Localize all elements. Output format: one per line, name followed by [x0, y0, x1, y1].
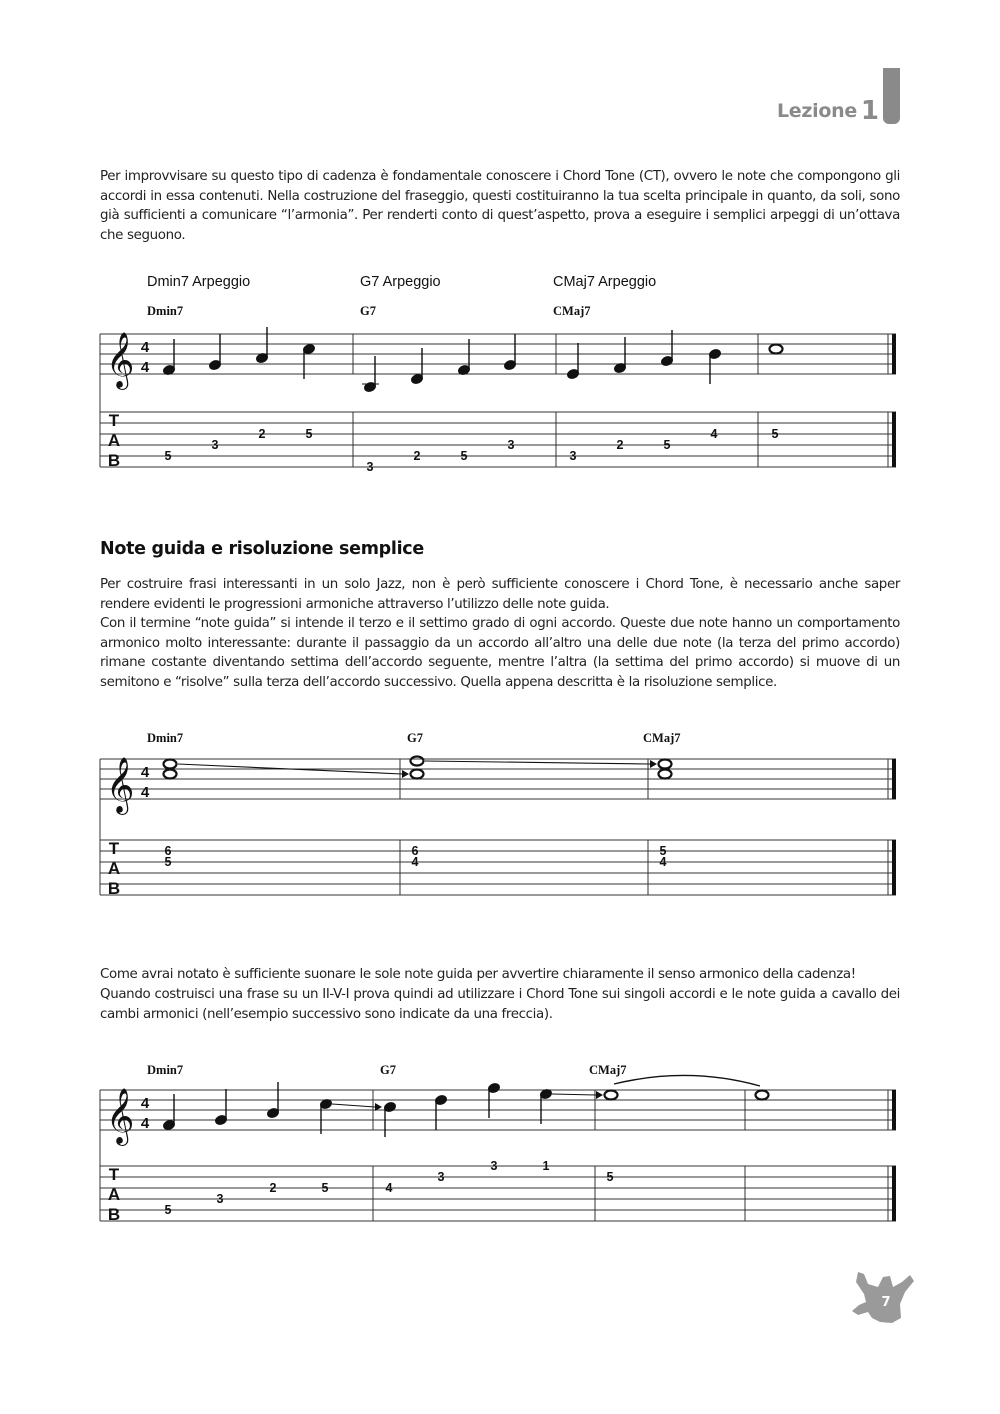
tab-fret: 4	[411, 855, 419, 869]
section-title: Note guida e risoluzione semplice	[100, 539, 424, 559]
tab-fret: 5	[164, 1203, 172, 1217]
time-signature-bottom: 4	[140, 1115, 150, 1132]
chord-symbol: G7	[360, 304, 376, 318]
example-3-score	[0, 1055, 1000, 1230]
arpeggio-label: G7 Arpeggio	[360, 274, 441, 290]
whole-note	[411, 757, 424, 766]
tab-label-b: B	[107, 879, 121, 898]
time-signature-bottom: 4	[140, 784, 150, 801]
tab-fret: 5	[606, 1170, 614, 1184]
guide-paragraph-1: Per costruire frasi interessanti in un solo Jazz, non è però sufficiente conoscere i Chord Tone, è necessario anche saper rendere evidenti le progressioni armoniche attraverso l’utilizzo delle note guida.	[100, 577, 900, 612]
tab-fret: 6	[411, 844, 419, 858]
whole-note	[770, 345, 783, 354]
arpeggio-label: CMaj7 Arpeggio	[553, 274, 657, 290]
intro-paragraph: Per improvvisare su questo tipo di cadenza è fondamentale conoscere i Chord Tone (CT), ovvero le note che compongono gli accordi in essa contenuti. Nella costruzione del fraseggio, questi costituiranno la tua scelta principale in quanto, da soli, sono già sufficienti a comunicare “l’armonia”. Per renderti conto di quest’aspetto, prova a eseguire i semplici arpeggi di un’ottava che seguono.	[100, 169, 900, 243]
example-1-score	[0, 260, 1000, 490]
whole-note	[659, 760, 672, 769]
time-signature-top: 4	[140, 1095, 150, 1112]
tab-label-a: A	[107, 1185, 121, 1204]
tab-fret: 5	[659, 844, 667, 858]
closing-paragraph-1: Come avrai notato è sufficiente suonare le sole note guida per avvertire chiaramente il senso armonico della cadenza!	[100, 967, 856, 982]
tab-fret: 3	[569, 449, 577, 463]
chord-symbol: Dmin7	[147, 304, 184, 318]
whole-note	[164, 770, 177, 779]
treble-clef-icon: 𝄞	[106, 757, 135, 813]
tab-fret: 3	[216, 1192, 224, 1206]
tab-label-a: A	[107, 859, 121, 878]
chord-symbol: Dmin7	[147, 731, 184, 745]
tab-label-t: T	[108, 839, 120, 858]
chord-symbol: CMaj7	[553, 304, 591, 318]
whole-note	[659, 770, 672, 779]
tab-fret: 3	[437, 1170, 445, 1184]
chord-symbol: G7	[380, 1063, 396, 1077]
tie	[614, 1075, 760, 1086]
tab-fret: 5	[164, 449, 172, 463]
whole-note	[411, 770, 424, 779]
time-signature-top: 4	[140, 339, 150, 356]
time-signature-top: 4	[140, 764, 150, 781]
page-number: 7	[881, 1295, 891, 1310]
treble-clef-icon: 𝄞	[106, 332, 135, 388]
chord-symbol: CMaj7	[589, 1063, 627, 1077]
chord-symbol: Dmin7	[147, 1063, 184, 1077]
example-2-score	[0, 725, 1000, 900]
tab-fret: 5	[164, 855, 172, 869]
tab-label-b: B	[107, 1205, 121, 1224]
tab-fret: 2	[269, 1181, 277, 1195]
guide-arrow	[425, 761, 650, 764]
tab-fret: 4	[385, 1181, 393, 1195]
chord-symbol: G7	[407, 731, 423, 745]
closing-paragraph-2: Quando costruisci una frase su un II-V-I prova quindi ad utilizzare i Chord Tone sui singoli accordi e le note guida a cavallo dei cambi armonici (nell’esempio successivo sono indicate da una freccia).	[100, 987, 900, 1022]
tab-fret: 3	[507, 438, 515, 452]
lesson-label: Lezione	[776, 100, 857, 122]
tab-fret: 2	[413, 449, 421, 463]
whole-note	[164, 760, 177, 769]
tab-fret: 3	[211, 438, 219, 452]
arpeggio-label: Dmin7 Arpeggio	[147, 274, 251, 290]
guide-paragraph-2: Con il termine “note guida” si intende il terzo e il settimo grado di ogni accordo. Queste due note hanno un comportamento armonico molto interessante: durante il passaggio da un accordo all’altro una delle due note (la terza del primo accordo) rimane costante diventando settima dell’accordo seguente, mentre l’altra (la settima del primo accordo) si muove di un semitono e “risolve” sulla terza dell’accordo successivo. Quella appena descritta è la risoluzione semplice.	[100, 616, 900, 690]
tab-fret: 5	[771, 427, 779, 441]
tab-fret: 5	[460, 449, 468, 463]
tab-fret: 1	[542, 1159, 550, 1173]
tab-label-t: T	[108, 1165, 120, 1184]
tab-label-t: T	[108, 411, 120, 430]
tab-fret: 5	[321, 1181, 329, 1195]
guide-arrow	[332, 1104, 375, 1107]
whole-note	[756, 1091, 769, 1100]
tab-fret: 3	[366, 460, 374, 474]
tab-fret: 4	[710, 427, 718, 441]
tab-fret: 5	[663, 438, 671, 452]
page-number-badge	[850, 1268, 916, 1324]
tab-fret: 5	[305, 427, 313, 441]
lesson-tab-marker	[883, 68, 900, 124]
tab-fret: 2	[258, 427, 266, 441]
lesson-number: 1	[860, 96, 879, 126]
chord-symbol: CMaj7	[643, 731, 681, 745]
time-signature-bottom: 4	[140, 359, 150, 376]
tab-label-a: A	[107, 431, 121, 450]
guide-arrow	[552, 1094, 596, 1095]
whole-note	[605, 1091, 618, 1100]
tab-fret: 6	[164, 844, 172, 858]
tab-fret: 2	[616, 438, 624, 452]
lesson-header	[777, 68, 900, 124]
tab-fret: 3	[490, 1159, 498, 1173]
tab-label-b: B	[107, 451, 121, 470]
treble-clef-icon: 𝄞	[106, 1088, 135, 1144]
tab-fret: 4	[659, 855, 667, 869]
